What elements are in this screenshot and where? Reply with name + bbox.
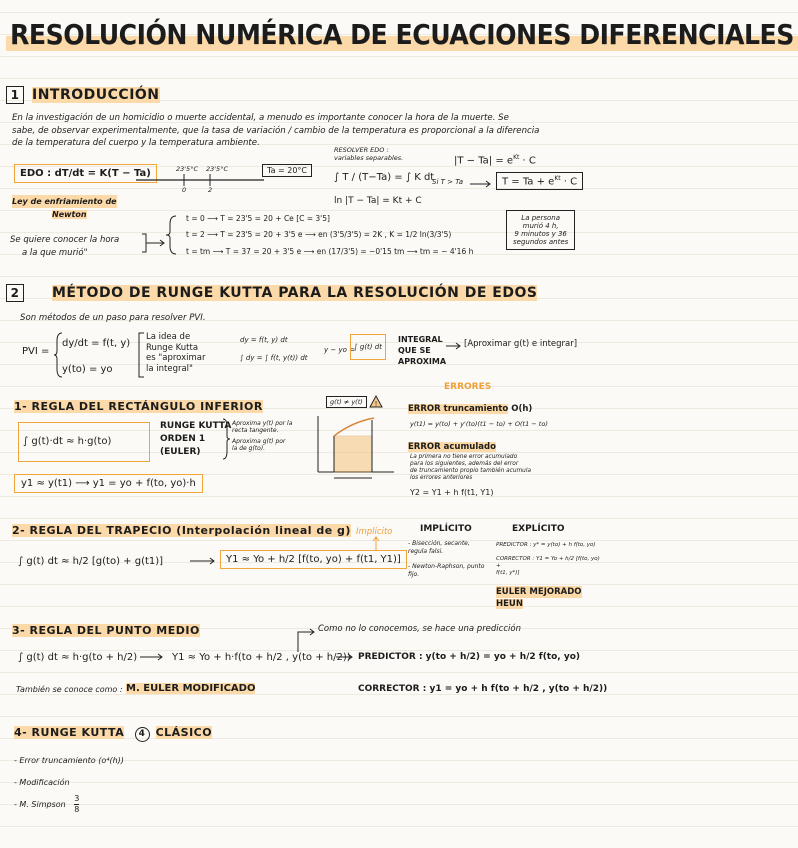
- arrow-icon: [336, 653, 356, 661]
- page-title: RESOLUCIÓN NUMÉRICA DE ECUACIONES DIFERENCIALES: [6, 18, 594, 51]
- accumulated-error: ERROR acumulado: [408, 442, 496, 452]
- intro-paragraph: En la investigación de un homicidio o muerte accidental, a menudo es importante conocer la hora de la muerte. Se sabe, de observar experimentalmente, que la tasa de variación / cambio de la temperatura es proporcional a la diferencia de la temperatura del cuerpo y la temperatura ambiente.: [12, 113, 540, 148]
- rk-idea: La idea de Runge Kutta es "aproximar la integral": [146, 332, 206, 374]
- arrow-icon: [140, 653, 166, 661]
- implicit-title: IMPLÍCITO: [420, 524, 472, 534]
- truncation-formula: y(t1) = y(to) + y'(to)(t1 − to) + O(t1 − to): [410, 420, 548, 428]
- rule-2-heading: 2- REGLA DEL TRAPECIO (Interpolación lineal de g): [12, 524, 351, 537]
- corrector: CORRECTOR : y1 = yo + h f(to + h/2 , y(to + h/2)): [358, 684, 608, 694]
- predictor: PREDICTOR : y(to + h/2) = yo + h/2 f(to, yo): [358, 652, 581, 662]
- second-step: Y2 = Y1 + h f(t1, Y1): [410, 488, 494, 497]
- approximated-integral: ∫ g(t) dt: [350, 334, 386, 360]
- section-1-heading: 1 INTRODUCCIÓN: [6, 86, 160, 104]
- rule-3-heading: 3- REGLA DEL PUNTO MEDIO: [12, 624, 200, 637]
- axis-zero: 0: [182, 186, 187, 194]
- trapezoid-step: Y1 ≈ Yo + h/2 [f(to, yo) + f(t1, Y1)]: [220, 550, 407, 569]
- arrow-icon: [470, 180, 494, 188]
- section-number: 1: [6, 86, 24, 104]
- midpoint-step: Y1 ≈ Yo + h·f(to + h/2 , y(to + h/2)): [172, 652, 351, 663]
- truncation-error: ERROR truncamiento O(h): [408, 404, 533, 414]
- rule-4-heading: 4- RUNGE KUTTA 4 CLÁSICO: [14, 726, 212, 742]
- euler-improved: EULER MEJORADO HEUN: [496, 587, 582, 609]
- pvi-equation-1: dy/dt = f(t, y): [62, 338, 131, 349]
- rectangle-graph: [312, 412, 398, 482]
- condition-1: t = 0 ⟶ T = 23'5 = 20 + Ce [C = 3'5]: [186, 214, 330, 223]
- solution-box: $T = Ta + e^{Kt} \cdot C$: [496, 172, 583, 190]
- section-2-heading: 2 MÉTODO DE RUNGE KUTTA PARA LA RESOLUCIÓN DE EDOS: [6, 284, 537, 302]
- rectangle-rule-formula: ∫ g(t)·dt ≈ h·g(to): [18, 422, 150, 462]
- graph-label: g(t) ≠ y(t): [326, 396, 367, 408]
- axis-two: 2: [208, 186, 213, 194]
- arrow-icon: [190, 557, 218, 565]
- warning-icon: [370, 396, 382, 407]
- arrow-icon: [446, 342, 464, 350]
- ambient-temp: Ta = 20°C: [262, 164, 312, 177]
- euler-step: y1 ≈ y(t1) ⟶ y1 = yo + f(to, yo)·h: [14, 474, 203, 493]
- axis-temp-1: 23'5°C: [176, 165, 198, 173]
- condition-3: t = tm ⟶ T = 37 = 20 + 3'5 e ⟶ en (17/3'5) = −0'15 tm ⟶ tm = − 4'16 h: [186, 247, 474, 256]
- pvi-equation-2: y(to) = yo: [62, 364, 113, 375]
- errors-title: ERRORES: [444, 382, 492, 392]
- approximation-goal: [Aproximar g(t) e integrar]: [464, 339, 578, 349]
- rk-order-1: RUNGE KUTTA ORDEN 1 (EULER): [160, 421, 232, 457]
- integral-step-2: ∫ dy = ∫ f(t, y(t)) dt: [240, 354, 308, 362]
- resolver-note: RESOLVER EDO : variables separables.: [334, 146, 404, 162]
- separable-integral: ∫ T / (T−Ta) = ∫ K dt: [334, 172, 435, 183]
- fraction: $\frac{3}{8}$: [74, 794, 80, 814]
- also-known: También se conoce como :: [16, 685, 123, 694]
- idea-bracket-icon: [138, 332, 146, 378]
- prediction-note: Como no lo conocemos, se hace una predicción: [318, 624, 521, 634]
- pvi-label: PVI =: [22, 346, 50, 357]
- y-minus-yo: y − yo =: [324, 346, 355, 354]
- log-equation: ln |T − Ta| = Kt + C: [334, 196, 422, 206]
- time-axis: [136, 168, 266, 198]
- abs-equation: $|T - Ta| = e^{Kt} \cdot C$: [454, 154, 536, 167]
- explicit-methods: PREDICTOR : y* = y(to) + h f(to, yo) CORRECTOR : Y1 = Yo + h/2 [f(to, yo) + f(t1, y*)]: [496, 542, 600, 576]
- explicit-title: EXPLÍCITO: [512, 524, 565, 534]
- accumulated-error-notes: La primera no tiene error acumulado para los siguientes, además del error de truncamiento propio también acumula los errores anteriores: [410, 454, 532, 481]
- svg-text:!: !: [374, 400, 378, 408]
- condition-2: t = 2 ⟶ T = 23'5 = 20 + 3'5 e ⟶ en (3'5/3'5) = 2K , K = 1/2 ln(3/3'5): [186, 230, 452, 239]
- modified-euler: M. EULER MODIFICADO: [126, 683, 256, 694]
- rule-1-heading: 1- REGLA DEL RECTÁNGULO INFERIOR: [14, 400, 263, 413]
- rule-1-brace-icon: [222, 418, 230, 460]
- axis-temp-2: 23'5°C: [206, 165, 228, 173]
- edo-box: EDO : dT/dt = K(T − Ta): [14, 164, 157, 183]
- question: Se quiere conocer la hora a la que murió": [10, 235, 120, 258]
- rk4-notes: - Error truncamiento (o⁴(h)) - Modificación - M. Simpson $\frac{3}{8}$: [14, 756, 124, 814]
- condition-label: Si T > Ta: [432, 178, 464, 186]
- newton-law: Ley de enfriamiento de Newton: [12, 197, 117, 219]
- integral-label: INTEGRAL QUE SE APROXIMA: [398, 335, 447, 366]
- rk-intro: Son métodos de un paso para resolver PVI.: [20, 313, 206, 323]
- up-arrow-icon: [370, 536, 382, 550]
- left-brace-icon: [166, 214, 180, 256]
- rule-1-notes: Aproxima y(t) por la recta tangente. Aproxima g(t) por la de g(to).: [232, 420, 293, 452]
- midpoint-formula: ∫ g(t) dt ≈ h·g(to + h/2): [18, 652, 138, 663]
- integral-step-1: dy = f(t, y) dt: [240, 336, 288, 344]
- implicit-marker: Implícito: [356, 527, 393, 537]
- trapezoid-formula: ∫ g(t) dt ≈ h/2 [g(to) + g(t1)]: [18, 556, 164, 567]
- order-circle: 4: [135, 727, 150, 742]
- conclusion-note: La persona murió 4 h, 9 minutos y 36 segundos antes: [506, 210, 575, 250]
- implicit-methods: - Bisección, secante, regula falsi. - Newton-Raphson, punto fijo.: [408, 540, 485, 578]
- bent-arrow-icon: [296, 628, 318, 654]
